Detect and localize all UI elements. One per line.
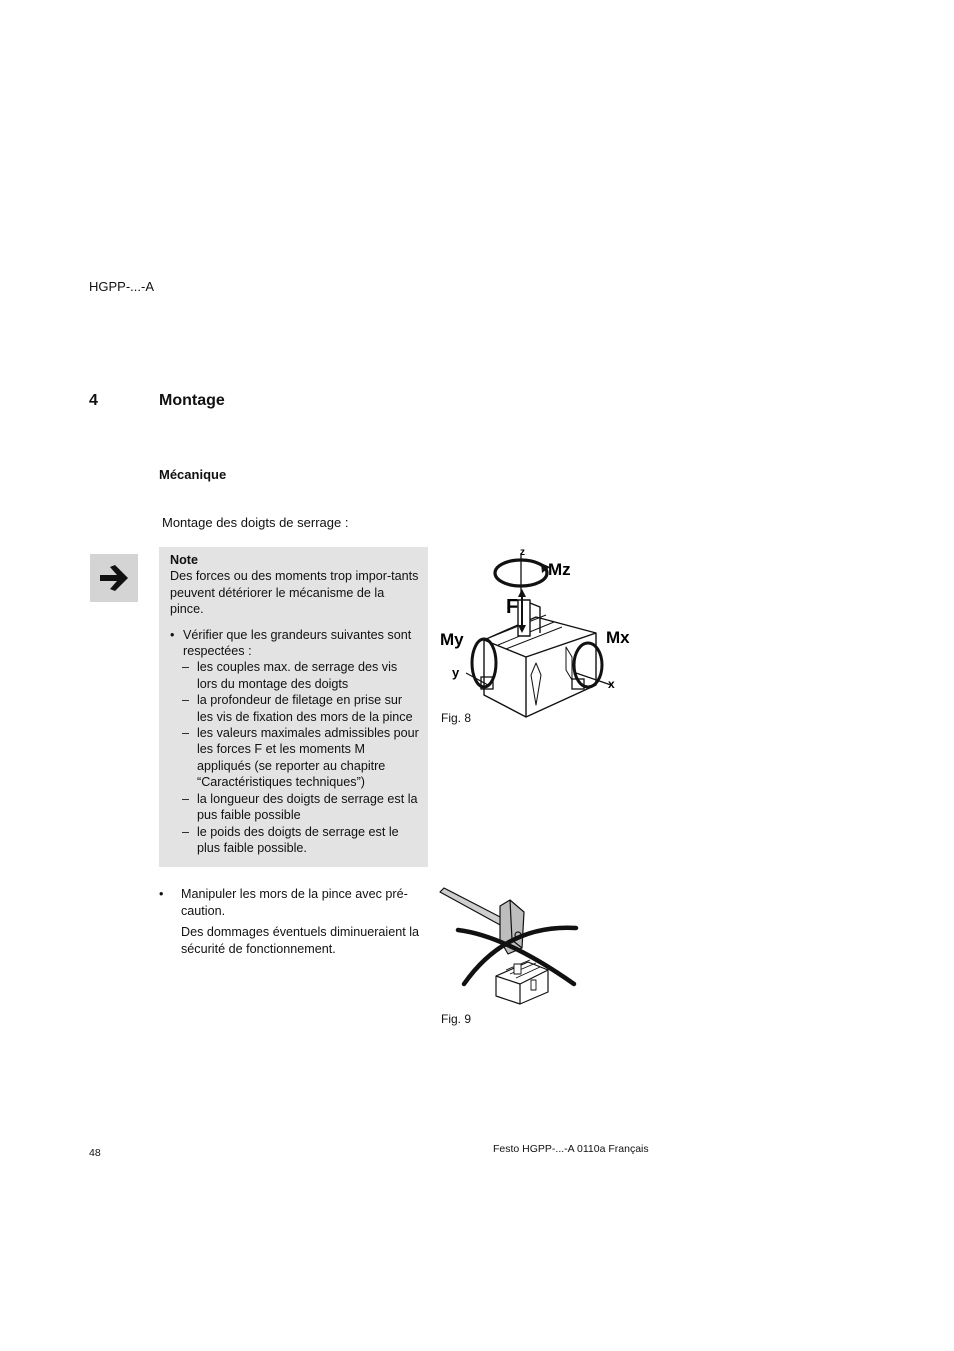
dash-marker: – [182, 726, 190, 741]
dash-marker: – [182, 791, 190, 806]
bullet-marker: • [159, 887, 164, 901]
dash-marker: – [182, 660, 190, 675]
header-product-code: HGPP-...-A [89, 279, 155, 294]
list-item-text: les valeurs maximales admissibles pour les forces F et les moments M appliqués (se reporter au chapitre “Caractéristiques techniques”) [197, 726, 419, 790]
list-item [170, 659, 420, 692]
list-item [170, 725, 420, 791]
y-axis-label: y [452, 665, 460, 680]
gripper-force-moment-diagram [436, 545, 636, 720]
mx-label: Mx [606, 628, 630, 647]
list-item [170, 824, 420, 857]
section-title: Mécanique [159, 467, 227, 482]
list-item-text: le poids des doigts de serrage est le plus faible possible. [197, 824, 399, 855]
chapter-title: Montage [159, 392, 225, 409]
page-number: 48 [89, 1147, 101, 1159]
list-item-text: la longueur des doigts de serrage est la pus faible possible [197, 791, 418, 823]
x-axis-label: x [608, 677, 615, 691]
footer-document: Festo HGPP-...-A 0110a Français [493, 1143, 649, 1155]
note-arrow-box [90, 554, 138, 602]
fig8-caption: Fig. 8 [441, 711, 472, 725]
fig9-caption: Fig. 9 [441, 1012, 472, 1026]
note-body: Des forces ou des moments trop impor-tants peuvent détériorer le mécanisme de la pince. [170, 569, 419, 617]
my-label: My [440, 630, 464, 649]
bullet-marker: • [170, 627, 175, 642]
note-title: Note [170, 553, 198, 567]
mz-label: Mz [548, 560, 571, 579]
handling-instruction [159, 886, 421, 957]
list-item [170, 692, 420, 725]
right-arrow-icon [97, 563, 131, 593]
note-box [159, 547, 428, 867]
note-bullet [170, 627, 420, 660]
dash-marker: – [182, 824, 190, 839]
intro-text: Montage des doigts de serrage : [162, 515, 349, 530]
z-axis-label: z [520, 547, 525, 558]
chapter-number: 4 [89, 392, 98, 409]
force-f-label: F [506, 596, 519, 618]
list-item-text: les couples max. de serrage des vis lors du montage des doigts [197, 660, 398, 691]
note-bullet-text: Vérifier que les grandeurs suivantes sont respectées : [183, 627, 412, 659]
no-hammer-diagram [436, 880, 586, 1015]
list-item [170, 791, 420, 824]
instruction-consequence: Des dommages éventuels diminueraient la sécurité de fonctionnement. [181, 925, 420, 956]
note-check-list [170, 659, 420, 856]
dash-marker: – [182, 693, 190, 708]
instruction-text: Manipuler les mors de la pince avec pré-caution. [181, 887, 408, 918]
list-item-text: la profondeur de filetage en prise sur les vis de fixation des mors de la pince [197, 693, 413, 724]
